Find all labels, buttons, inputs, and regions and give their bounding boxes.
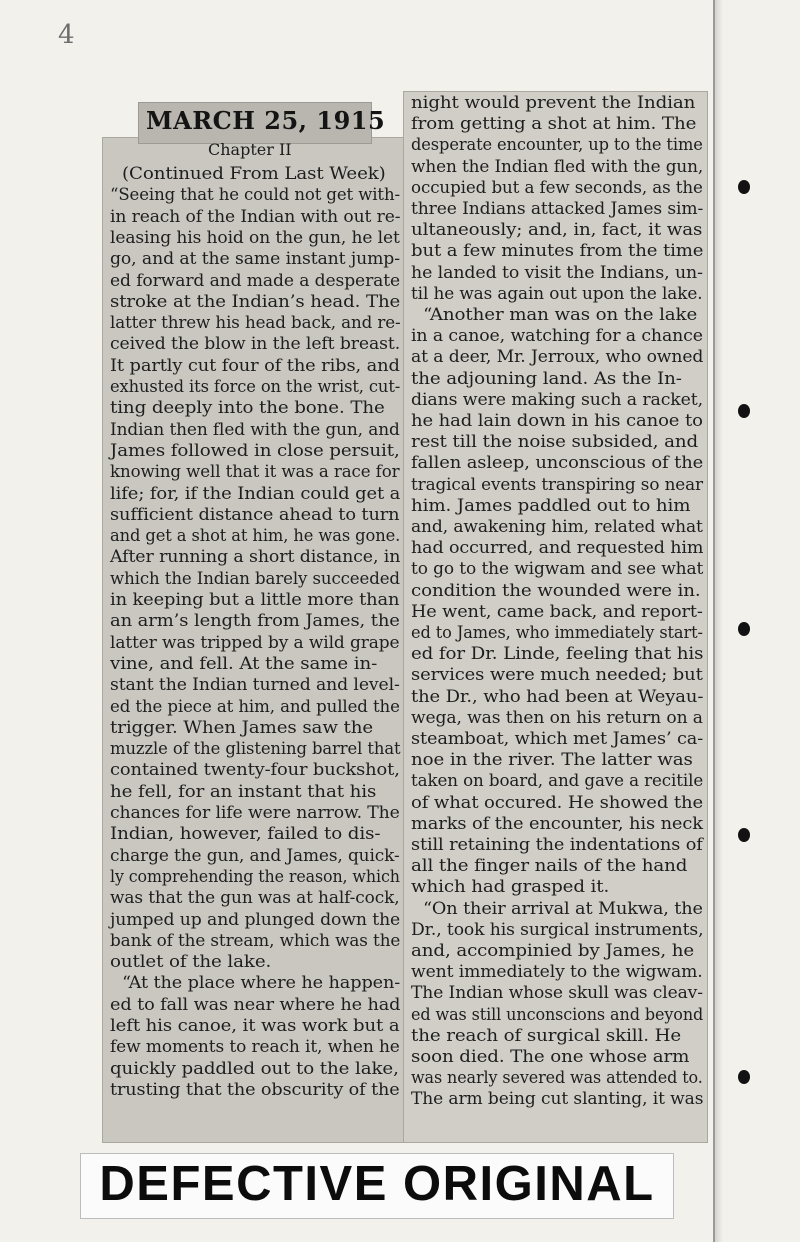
page-number: 4 xyxy=(58,20,75,50)
article-line: left his canoe, it was work but a xyxy=(110,1016,400,1035)
article-line: ed to fall was near where he had xyxy=(110,994,401,1014)
article-line: had occurred, and requested him xyxy=(411,538,704,558)
article-line: knowing well that it was a race for xyxy=(110,462,400,482)
article-line: rest till the noise subsided, and xyxy=(411,432,699,452)
article-line: services were much needed; but xyxy=(411,665,703,685)
article-line: “At the place where he happen- xyxy=(122,973,401,993)
article-line: Indian, however, failed to dis- xyxy=(110,824,381,844)
article-line: in a canoe, watching for a chance xyxy=(411,326,703,346)
article-line: ed the piece at him, and pulled the xyxy=(110,696,400,716)
article-line: latter was tripped by a wild grape xyxy=(110,632,400,652)
article-line: trigger. When James saw the xyxy=(110,717,374,737)
article-line: ting deeply into the bone. The xyxy=(110,398,385,418)
article-line: outlet of the lake. xyxy=(110,952,272,972)
article-line: was that the gun was at half-cock, xyxy=(110,888,400,908)
article-line: three Indians attacked James sim- xyxy=(411,199,704,218)
article-line: was nearly severed was attended to. xyxy=(411,1068,703,1088)
binding-hole xyxy=(738,404,750,418)
article-line: exhusted its force on the wrist, cut- xyxy=(110,377,401,396)
article-line: wega, was then on his return on a xyxy=(411,707,703,727)
article-line: go, and at the same instant jump- xyxy=(110,249,400,269)
article-line: latter threw his head back, and re- xyxy=(110,313,401,333)
article-line: muzzle of the glistening barrel that xyxy=(110,739,401,759)
article-line: ly comprehending the reason, which xyxy=(110,866,400,886)
article-line: tragical events transpiring so near xyxy=(411,474,703,494)
article-line: James followed in close persuit, xyxy=(110,440,400,460)
article-line: “Another man was on the lake xyxy=(423,305,698,324)
article-line: all the finger nails of the hand xyxy=(411,856,688,876)
article-line: ed to James, who immediately start- xyxy=(411,623,703,642)
article-line: the Dr., who had been at Weyau- xyxy=(411,686,704,706)
article-line: and, accompinied by James, he xyxy=(411,941,695,960)
article-line: jumped up and plunged down the xyxy=(110,909,401,929)
article-line: went immediately to the wigwam. xyxy=(411,962,703,982)
article-line: Dr., took his surgical instruments, xyxy=(411,919,704,939)
article-line: “On their arrival at Mukwa, the xyxy=(423,898,703,918)
article-line: he landed to visit the Indians, un- xyxy=(411,262,703,282)
article-line: (Continued From Last Week) xyxy=(122,164,386,183)
article-line: dians were making such a racket, xyxy=(411,389,704,409)
article-line: marks of the encounter, his neck xyxy=(411,813,703,833)
article-line: After running a short distance, in xyxy=(110,547,401,567)
article-line: ultaneously; and, in, fact, it was xyxy=(411,220,703,240)
article-line: of what occured. He showed the xyxy=(411,792,704,812)
binding-hole xyxy=(738,1070,750,1084)
article-line: til he was again out upon the lake. xyxy=(411,283,703,303)
article-line: in reach of the Indian with out re- xyxy=(110,206,401,226)
article-line: chances for life were narrow. The xyxy=(110,803,400,822)
article-line: which the Indian barely succeeded xyxy=(110,568,400,588)
article-line: in keeping but a little more than xyxy=(110,590,400,609)
article-line: but a few minutes from the time xyxy=(411,241,704,261)
article-line: ceived the blow in the left breast. xyxy=(110,334,401,354)
article-line: leasing his hoid on the gun, he let xyxy=(110,227,400,247)
article-line: charge the gun, and James, quick- xyxy=(110,845,400,865)
article-line: contained twenty-four buckshot, xyxy=(110,760,400,780)
article-line: vine, and fell. At the same in- xyxy=(110,653,378,673)
article-line: he had lain down in his canoe to xyxy=(411,411,703,430)
binding-hole xyxy=(738,622,750,636)
article-line: the reach of surgical skill. He xyxy=(411,1025,682,1045)
article-line: night would prevent the Indian xyxy=(411,93,696,112)
article-line: bank of the stream, which was the xyxy=(110,930,401,950)
article-line: quickly paddled out to the lake, xyxy=(110,1058,399,1078)
article-line: which had grasped it. xyxy=(411,877,610,897)
article-line: few moments to reach it, when he xyxy=(110,1037,400,1057)
article-line: ed was still unconscions and beyond xyxy=(411,1004,704,1024)
binding-hole xyxy=(738,828,750,842)
article-line: sufficient distance ahead to turn xyxy=(110,504,400,524)
article-line: stant the Indian turned and level- xyxy=(110,675,400,695)
article-line: an arm’s length from James, the xyxy=(110,611,400,631)
article-line: It partly cut four of the ribs, and xyxy=(110,355,400,375)
article-line: he fell, for an instant that his xyxy=(110,781,377,801)
article-line: noe in the river. The latter was xyxy=(411,750,693,770)
article-line: The arm being cut slanting, it was xyxy=(411,1089,704,1109)
date-heading: MARCH 25, 1915 xyxy=(146,106,386,135)
article-line: desperate encounter, up to the time xyxy=(411,135,703,155)
chapter-title: Chapter II xyxy=(208,140,292,159)
article-line: ed for Dr. Linde, feeling that his xyxy=(411,644,704,664)
article-line: “Seeing that he could not get with- xyxy=(110,185,400,205)
article-line: from getting a shot at him. The xyxy=(411,114,697,134)
article-line: life; for, if the Indian could get a xyxy=(110,483,401,503)
article-line: steamboat, which met James’ ca- xyxy=(411,729,704,748)
article-line: Indian then fled with the gun, and xyxy=(110,419,400,439)
article-line: the adjouning land. As the In- xyxy=(411,368,682,388)
article-line: fallen asleep, unconscious of the xyxy=(411,453,704,473)
article-line: and get a shot at him, he was gone. xyxy=(110,526,401,546)
article-line: stroke at the Indian’s head. The xyxy=(110,291,401,311)
article-line: him. James paddled out to him xyxy=(411,495,691,515)
binding-hole xyxy=(738,180,750,194)
article-line: The Indian whose skull was cleav- xyxy=(411,983,703,1003)
article-line: He went, came back, and report- xyxy=(411,601,703,621)
article-line: condition the wounded were in. xyxy=(411,580,701,600)
article-line: still retaining the indentations of xyxy=(411,835,703,854)
article-line: taken on board, and gave a recitile xyxy=(411,771,704,791)
article-line: ed forward and made a desperate xyxy=(110,270,401,290)
article-line: soon died. The one whose arm xyxy=(411,1047,690,1066)
defective-original-stamp: DEFECTIVE ORIGINAL xyxy=(99,1157,655,1211)
page-edge-shadow xyxy=(715,0,723,1242)
article-line: when the Indian fled with the gun, xyxy=(411,156,704,176)
article-line: and, awakening him, related what xyxy=(411,517,703,536)
article-line: at a deer, Mr. Jerroux, who owned xyxy=(411,347,704,367)
article-line: trusting that the obscurity of the xyxy=(110,1079,400,1099)
article-line: occupied but a few seconds, as the xyxy=(411,177,703,197)
article-line: to go to the wigwam and see what xyxy=(411,559,704,579)
